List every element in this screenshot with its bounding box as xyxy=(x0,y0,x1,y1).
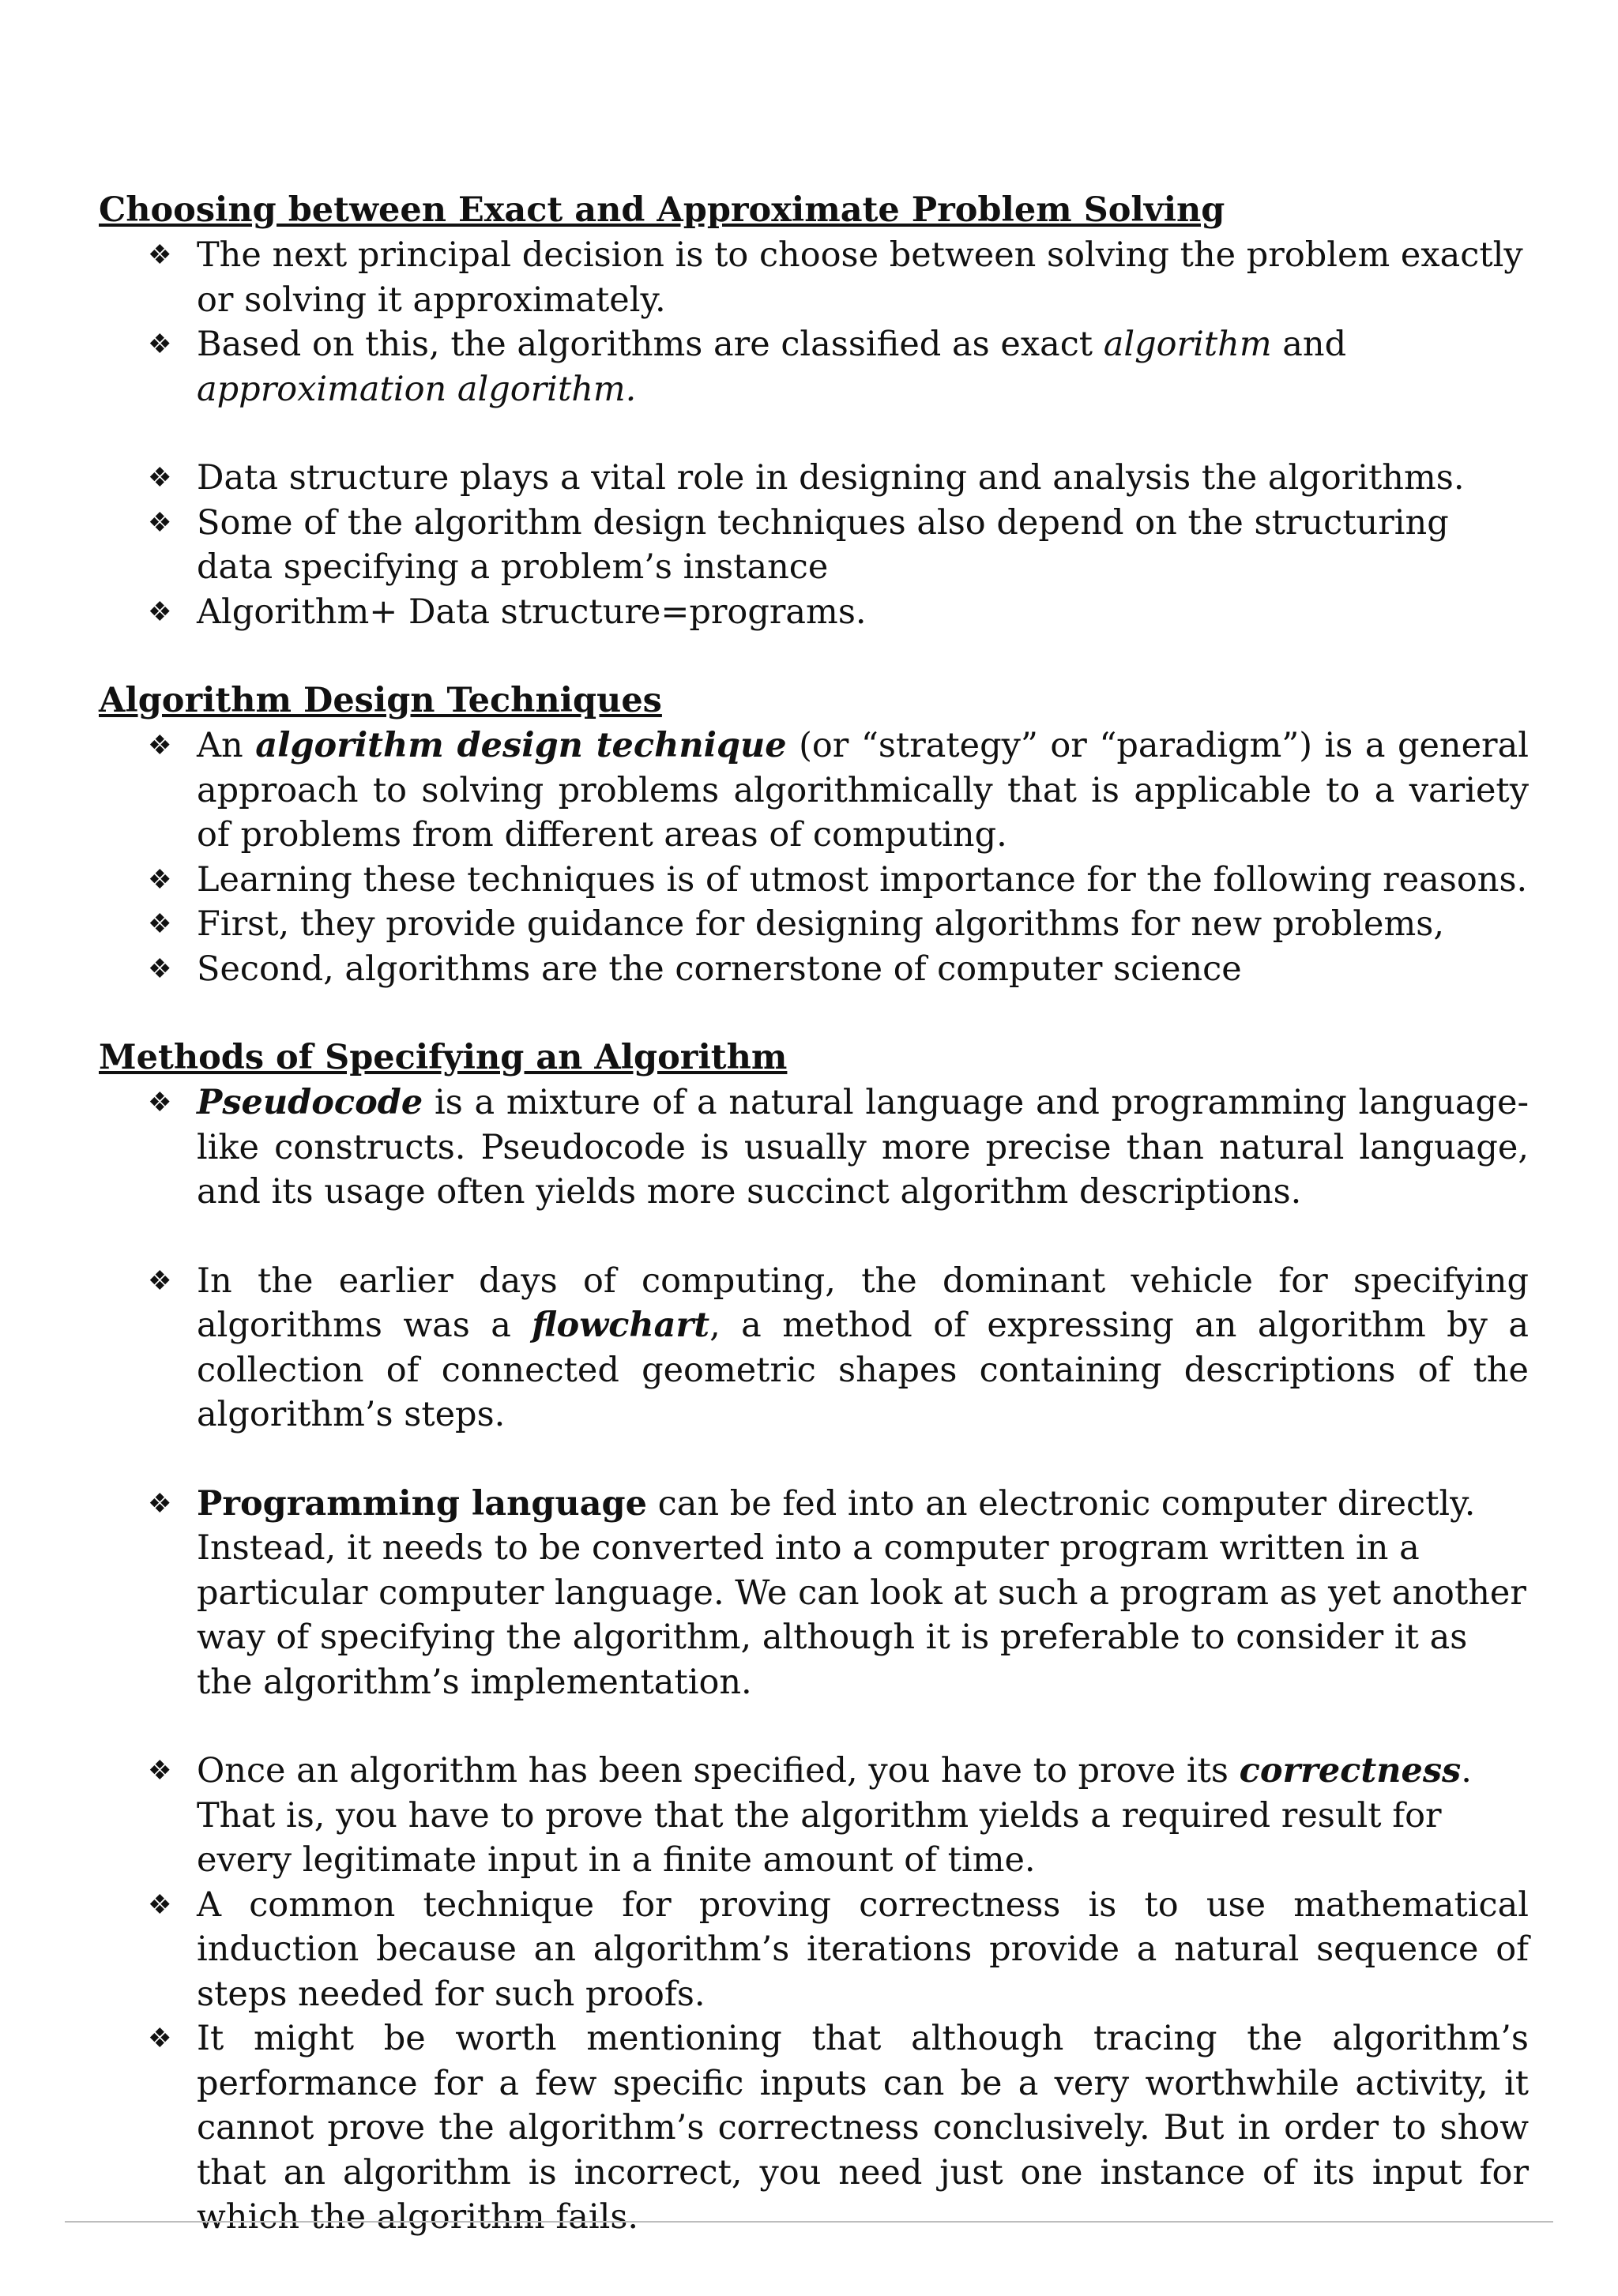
section-heading-design-techniques: Algorithm Design Techniques xyxy=(99,681,662,720)
section-heading-exact-approximate: Choosing between Exact and Approximate Problem Solving xyxy=(99,190,1225,230)
bullet-item: ❖ It might be worth mentioning that although tracing the algorithm’s performance for a few specific inputs can be a very worthwhile activity, it cannot prove the algorithm’s correctness conclusively. But in order to show that an algorithm is incorrect, you need just one instance of its input for which the algorithm fails. xyxy=(197,2016,1529,2240)
bullet-item: ❖ Algorithm+ Data structure=programs. xyxy=(197,590,1529,635)
spacer xyxy=(99,634,1529,678)
diamond-bullet-icon: ❖ xyxy=(148,506,172,539)
bullet-item: ❖ Learning these techniques is of utmost importance for the following reasons. xyxy=(197,858,1529,903)
spacer xyxy=(99,411,1529,456)
section-heading-specifying-algorithm: Methods of Specifying an Algorithm xyxy=(99,1038,788,1077)
bullet-list xyxy=(99,1080,1529,1215)
diamond-bullet-icon: ❖ xyxy=(148,596,172,628)
diamond-bullet-icon: ❖ xyxy=(148,908,172,940)
diamond-bullet-icon: ❖ xyxy=(148,1755,172,1787)
bullet-list xyxy=(99,1482,1529,1705)
spacer xyxy=(99,1215,1529,1259)
bullet-list xyxy=(99,456,1529,634)
bullet-item: ❖ Second, algorithms are the cornerstone of computer science xyxy=(197,947,1529,992)
bullet-list xyxy=(99,233,1529,411)
bullet-list xyxy=(99,1259,1529,1437)
bullet-item: ❖ Data structure plays a vital role in designing and analysis the algorithms. xyxy=(197,456,1529,501)
spacer xyxy=(99,991,1529,1035)
bullet-item: ❖ First, they provide guidance for designing algorithms for new problems, xyxy=(197,902,1529,947)
diamond-bullet-icon: ❖ xyxy=(148,730,172,761)
bullet-item: ❖ Based on this, the algorithms are classified as exact algorithm and approximation algorithm. xyxy=(197,322,1529,411)
bullet-list xyxy=(99,723,1529,991)
diamond-bullet-icon: ❖ xyxy=(148,329,172,360)
diamond-bullet-icon: ❖ xyxy=(148,953,172,985)
diamond-bullet-icon: ❖ xyxy=(148,1888,172,1921)
document-content xyxy=(99,188,1529,2240)
diamond-bullet-icon: ❖ xyxy=(148,2023,172,2054)
bullet-item: ❖ A common technique for proving correctness is to use mathematical induction because an algorithm’s iterations provide a natural sequence of steps needed for such proofs. xyxy=(197,1883,1529,2017)
bullet-item: ❖ In the earlier days of computing, the dominant vehicle for specifying algorithms was a flowchart, a method of expressing an algorithm by a collection of connected geometric shapes containing descriptions of the algorithm’s steps. xyxy=(197,1259,1529,1437)
diamond-bullet-icon: ❖ xyxy=(148,1487,172,1520)
bullet-item: ❖ Some of the algorithm design techniques also depend on the structuring data specifying a problem’s instance xyxy=(197,501,1529,590)
diamond-bullet-icon: ❖ xyxy=(148,239,172,271)
bullet-item: ❖ The next principal decision is to choose between solving the problem exactly or solving it approximately. xyxy=(197,233,1529,322)
bullet-item: ❖ Pseudocode is a mixture of a natural language and programming language-like constructs. Pseudocode is usually more precise than natural language, and its usage often yields more succinct algorithm descriptions. xyxy=(197,1080,1529,1215)
spacer xyxy=(99,1704,1529,1749)
diamond-bullet-icon: ❖ xyxy=(148,462,172,494)
spacer xyxy=(99,1437,1529,1482)
diamond-bullet-icon: ❖ xyxy=(148,1264,172,1297)
bullet-item: ❖ Programming language can be fed into an electronic computer directly. Instead, it needs to be converted into a computer program written in a particular computer language. We can look at such a program as yet another way of specifying the algorithm, although it is preferable to consider it as the algorithm’s implementation. xyxy=(197,1482,1529,1705)
bullet-item: ❖ Once an algorithm has been specified, you have to prove its correctness. That is, you have to prove that the algorithm yields a required result for every legitimate input in a finite amount of time. xyxy=(197,1749,1529,1883)
footer-divider xyxy=(65,2221,1553,2223)
bullet-item: ❖ An algorithm design technique (or “strategy” or “paradigm”) is a general approach to solving problems algorithmically that is applicable to a variety of problems from different areas of computing. xyxy=(197,723,1529,858)
diamond-bullet-icon: ❖ xyxy=(148,863,172,896)
bullet-list xyxy=(99,1749,1529,2240)
diamond-bullet-icon: ❖ xyxy=(148,1087,172,1118)
